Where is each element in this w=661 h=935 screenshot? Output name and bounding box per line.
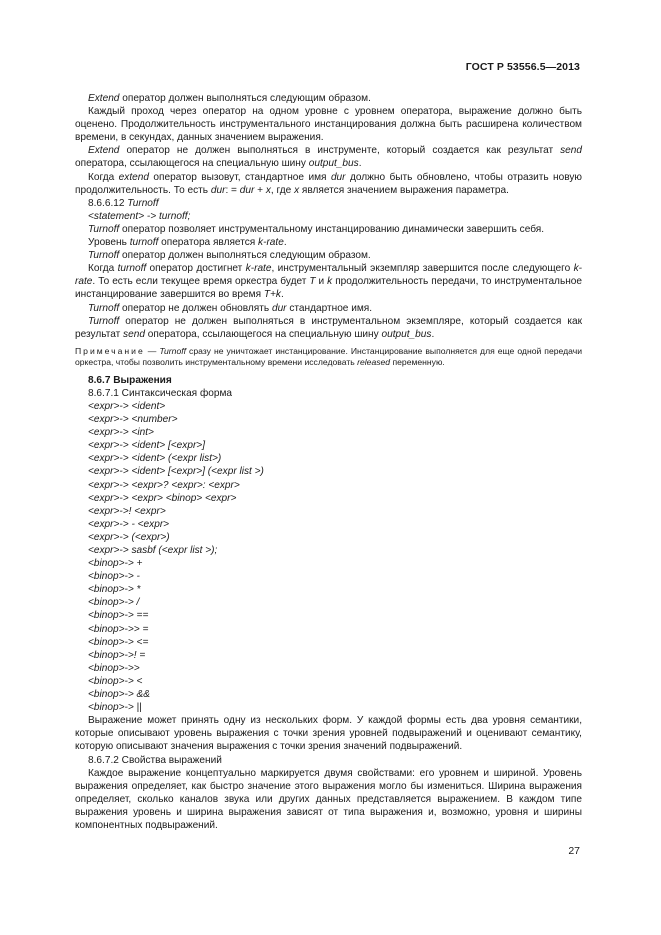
expressions-heading: 8.6.7 Выражения	[88, 374, 172, 386]
page-content	[75, 92, 582, 832]
grammar-rule: <expr>-> <ident> [<expr>] (<expr list >)	[88, 466, 264, 478]
extend-paragraph-1: Extend оператор должен выполняться следующим образом.	[88, 93, 371, 104]
turnoff-paragraph-4: Когда turnoff оператор достигнет k-rate, инструментальный экземпляр завершится после следующего k-rate. То есть если текущее время оркестра будет T и k продолжительность передачи, то инструментальное инстанцирование завершится во время T+k.	[75, 263, 583, 301]
grammar-rule: <binop>->> =	[88, 623, 149, 635]
turnoff-paragraph-3: Turnoff оператор должен выполняться следующим образом.	[88, 250, 371, 262]
turnoff-paragraph-1: Turnoff оператор позволяет инструментальному инстанцированию динамически завершить себя.	[88, 223, 545, 235]
grammar-rule: <expr>-> (<expr>)	[88, 531, 170, 543]
expressions-paragraph-2: Каждое выражение концептуально маркируется двумя свойствами: его уровнем и шириной. Уровень выражения определяет, как быстро значение этого выражения могло бы измениться. Ширина выражения определяет, сколько каналов звука или других данных представляется выражением. В каждом типе выражения уровень и ширина выражения зависят от типа выражения и, возможно, уровня и ширины компонентных подвыражений.	[75, 767, 582, 831]
grammar-rule: <binop>-> ==	[88, 610, 149, 622]
grammar-rule: <binop>-> *	[88, 584, 141, 596]
turnoff-paragraph-6: Turnoff оператор не должен выполняться в инструментальном экземпляре, который создается как результат send оператора, ссылающегося на специальную шину output_bus.	[75, 315, 582, 340]
syntax-form-subheading: 8.6.7.1 Синтаксическая форма	[88, 387, 233, 399]
grammar-rule: <expr>-> <ident> (<expr list>)	[88, 453, 222, 465]
grammar-rule: <expr>->! <expr>	[88, 505, 166, 517]
grammar-rule: <binop>-> ||	[88, 702, 142, 714]
turnoff-syntax: <statement> -> turnoff;	[88, 210, 191, 222]
grammar-rule: <expr>-> <expr> <binop> <expr>	[88, 492, 237, 504]
grammar-rule: <expr>-> <number>	[88, 414, 178, 426]
expressions-paragraph-1: Выражение может принять одну из нескольких форм. У каждой формы есть два уровня семантики, которые описывают уровень выражения с точки зрения уровней подвыражений и оценивают семантику, которую описывают значения выражения с точки зрения значений подвыражений.	[75, 715, 582, 753]
page-number: 27	[568, 845, 580, 857]
extend-paragraph-2: Каждый проход через оператор на одном уровне с уровнем оператора, выражение должно быть оценено. Продолжительность инструментального инстанцирования должна быть расширена количеством времени, в секундах, данных значением выражения.	[75, 106, 582, 144]
grammar-rule: <binop>-> /	[88, 597, 140, 609]
grammar-rule: <expr>-> sasbf (<expr list >);	[88, 545, 218, 556]
turnoff-note: Примечание — Turnoff сразу не уничтожает инстанцирование. Инстанцирование выполняется для еще одной передачи оркестра, чтобы позволить инструментальному времени исследовать released переменную.	[75, 345, 582, 367]
extend-paragraph-3: Extend оператор не должен выполняться в инструменте, который создается как результат send оператора, ссылающегося на специальную шину output_bus.	[75, 145, 582, 170]
grammar-rule: <binop>-> <=	[88, 636, 149, 648]
note-label: Примечание	[75, 345, 145, 356]
turnoff-paragraph-5: Turnoff оператор не должен обновлять dur стандартное имя.	[88, 302, 373, 314]
grammar-rule: <expr>-> - <expr>	[88, 518, 170, 530]
extend-paragraph-4: Когда extend оператор вызовут, стандартное имя dur должно быть обновлено, чтобы отразить новую продолжительность. То есть dur: = dur + x, где x является значением выражения параметра.	[75, 171, 583, 196]
expression-properties-subheading: 8.6.7.2 Свойства выражений	[88, 754, 222, 766]
grammar-rules	[75, 400, 582, 714]
turnoff-section-title: 8.6.6.12 Turnoff	[88, 197, 159, 209]
grammar-rule: <expr>-> <ident> [<expr>]	[88, 440, 205, 452]
turnoff-paragraph-2: Уровень turnoff оператора является k-rate.	[88, 237, 287, 249]
grammar-rule: <binop>->>	[88, 662, 140, 674]
document-id-header: ГОСТ Р 53556.5—2013	[465, 61, 580, 73]
grammar-rule: <binop>-> +	[88, 558, 143, 570]
grammar-rule: <binop>-> <	[88, 675, 143, 687]
grammar-rule: <expr>-> <int>	[88, 427, 154, 439]
grammar-rule: <expr>-> <expr>? <expr>: <expr>	[88, 479, 240, 491]
grammar-rule: <binop>-> &&	[88, 689, 151, 701]
grammar-rule: <binop>->! =	[88, 649, 146, 661]
grammar-rule: <binop>-> -	[88, 571, 140, 583]
grammar-rule: <expr>-> <ident>	[88, 400, 166, 412]
